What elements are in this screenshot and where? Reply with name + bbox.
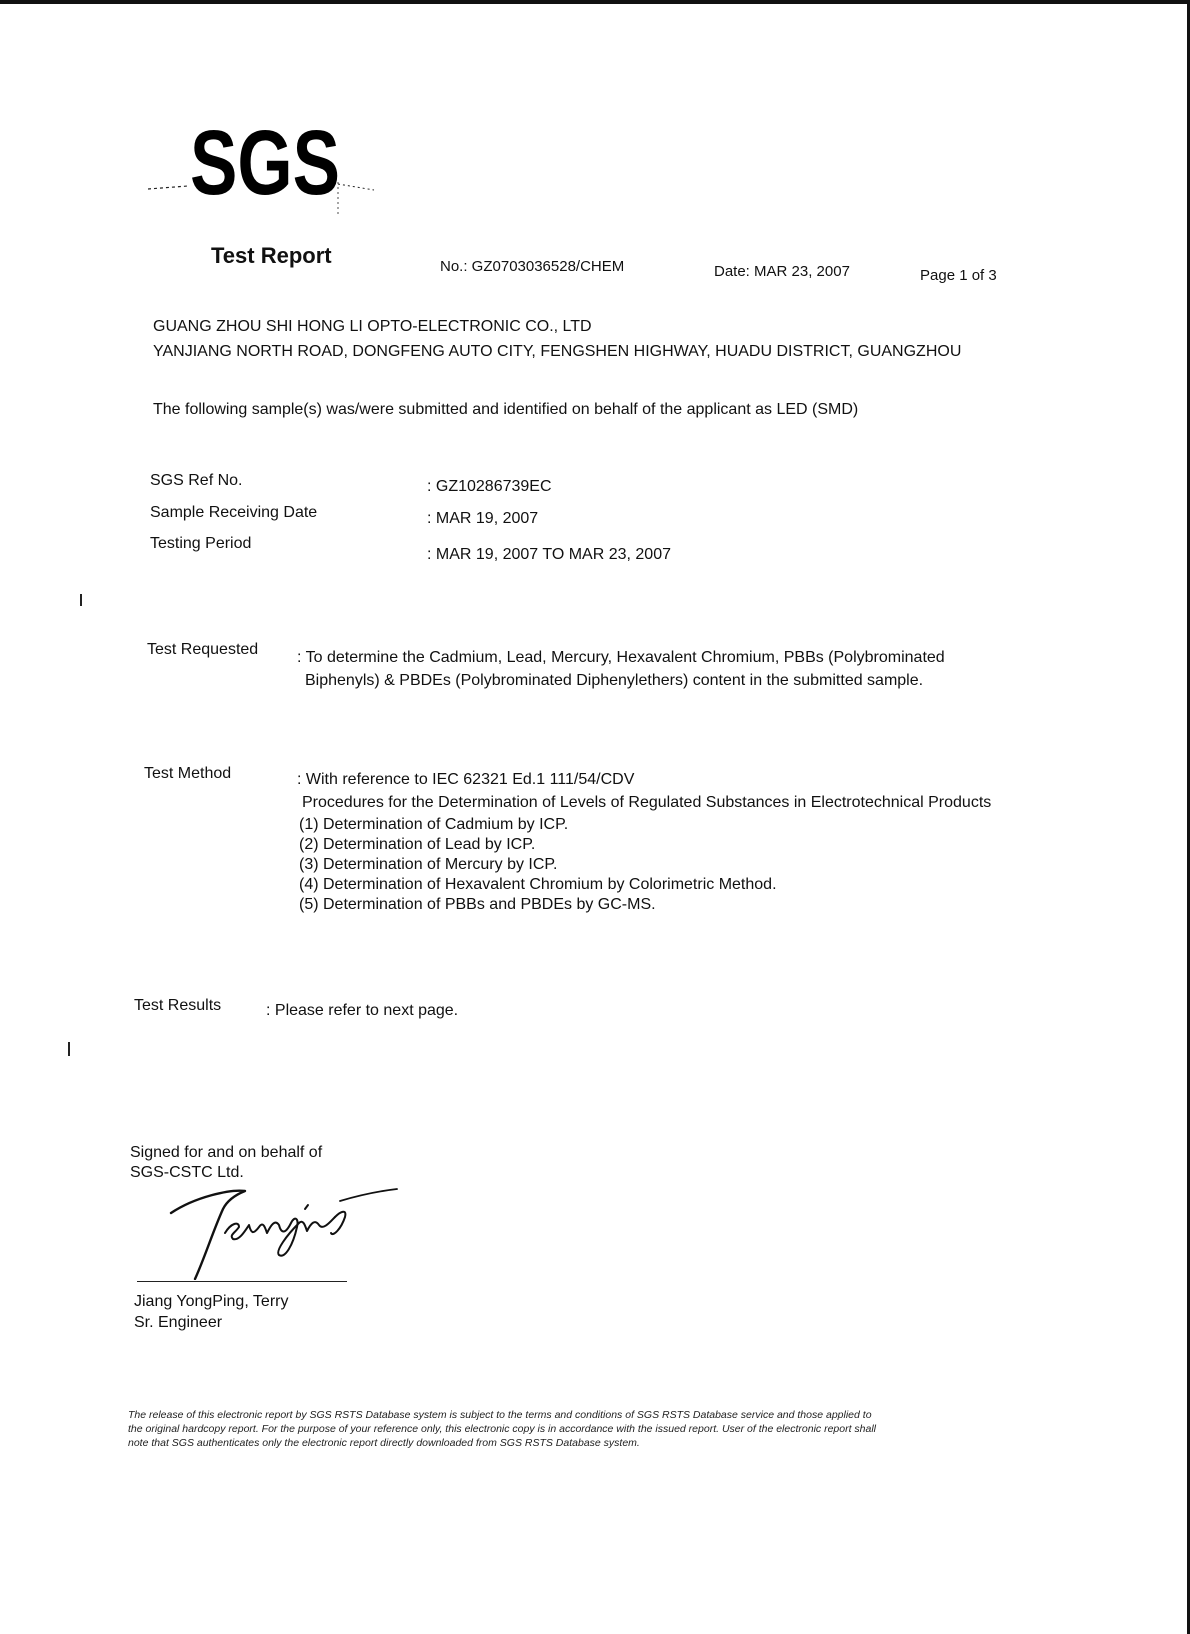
method-item-2: (2) Determination of Lead by ICP. — [299, 836, 536, 853]
page-title: Test Report — [211, 243, 332, 268]
scan-speck — [80, 594, 82, 606]
method-item-5: (5) Determination of PBBs and PBDEs by GC-MS. — [299, 896, 656, 913]
scan-edge-top — [0, 0, 1190, 4]
test-requested-label: Test Requested — [147, 641, 259, 658]
sgs-logo — [148, 104, 388, 224]
sgs-ref-value: : GZ10286739EC — [427, 478, 552, 495]
test-method-line2: Procedures for the Determination of Levels of Regulated Substances in Electrotechnical Products — [302, 794, 992, 811]
testing-period-value: : MAR 19, 2007 TO MAR 23, 2007 — [427, 546, 671, 563]
scan-speck — [68, 1042, 70, 1056]
disclaimer-line2: the original hardcopy report. For the purpose of your reference only, this electronic copy is in accordance with the issued report. User of the electronic report shall — [128, 1423, 877, 1435]
signatory-name: Jiang YongPing, Terry — [134, 1293, 289, 1310]
sgs-logo-text: SGS — [190, 112, 340, 214]
signature-line — [137, 1281, 347, 1282]
test-method-list — [299, 815, 777, 915]
intro-statement: The following sample(s) was/were submitted and identified on behalf of the applicant as LED (SMD) — [153, 401, 859, 418]
signatory-title: Sr. Engineer — [134, 1314, 223, 1331]
signoff-line1: Signed for and on behalf of — [130, 1144, 323, 1161]
applicant-name: GUANG ZHOU SHI HONG LI OPTO-ELECTRONIC CO., LTD — [153, 318, 592, 335]
applicant-address: YANJIANG NORTH ROAD, DONGFENG AUTO CITY, FENGSHEN HIGHWAY, HUADU DISTRICT, GUANGZHOU — [153, 343, 962, 360]
testing-period-label: Testing Period — [150, 535, 252, 552]
test-method-line1: : With reference to IEC 62321 Ed.1 111/54/CDV — [297, 771, 635, 788]
report-number: No.: GZ0703036528/CHEM — [440, 258, 625, 275]
handwritten-signature — [135, 1175, 415, 1280]
method-item-1: (1) Determination of Cadmium by ICP. — [299, 816, 569, 833]
method-item-4: (4) Determination of Hexavalent Chromium by Colorimetric Method. — [299, 876, 777, 893]
sample-receiving-date-label: Sample Receiving Date — [150, 504, 318, 521]
test-results-value: : Please refer to next page. — [266, 1002, 459, 1019]
test-requested-line2: Biphenyls) & PBDEs (Polybrominated Diphenylethers) content in the submitted sample. — [305, 672, 924, 689]
signoff-company: SGS-CSTC Ltd. — [130, 1164, 244, 1181]
disclaimer-line3: note that SGS authenticates only the electronic report directly downloaded from SGS RSTS Database system. — [128, 1437, 640, 1449]
disclaimer-line1: The release of this electronic report by SGS RSTS Database system is subject to the terms and conditions of SGS RSTS Database service and those applied to — [128, 1409, 872, 1421]
report-date: Date: MAR 23, 2007 — [714, 263, 850, 280]
sgs-ref-label: SGS Ref No. — [150, 472, 243, 489]
method-item-3: (3) Determination of Mercury by ICP. — [299, 856, 558, 873]
sample-receiving-date-value: : MAR 19, 2007 — [427, 510, 539, 527]
test-method-label: Test Method — [144, 765, 232, 782]
test-requested-line1: : To determine the Cadmium, Lead, Mercury, Hexavalent Chromium, PBBs (Polybrominated — [297, 649, 945, 666]
page-indicator: Page 1 of 3 — [920, 267, 997, 284]
test-results-label: Test Results — [134, 997, 222, 1014]
